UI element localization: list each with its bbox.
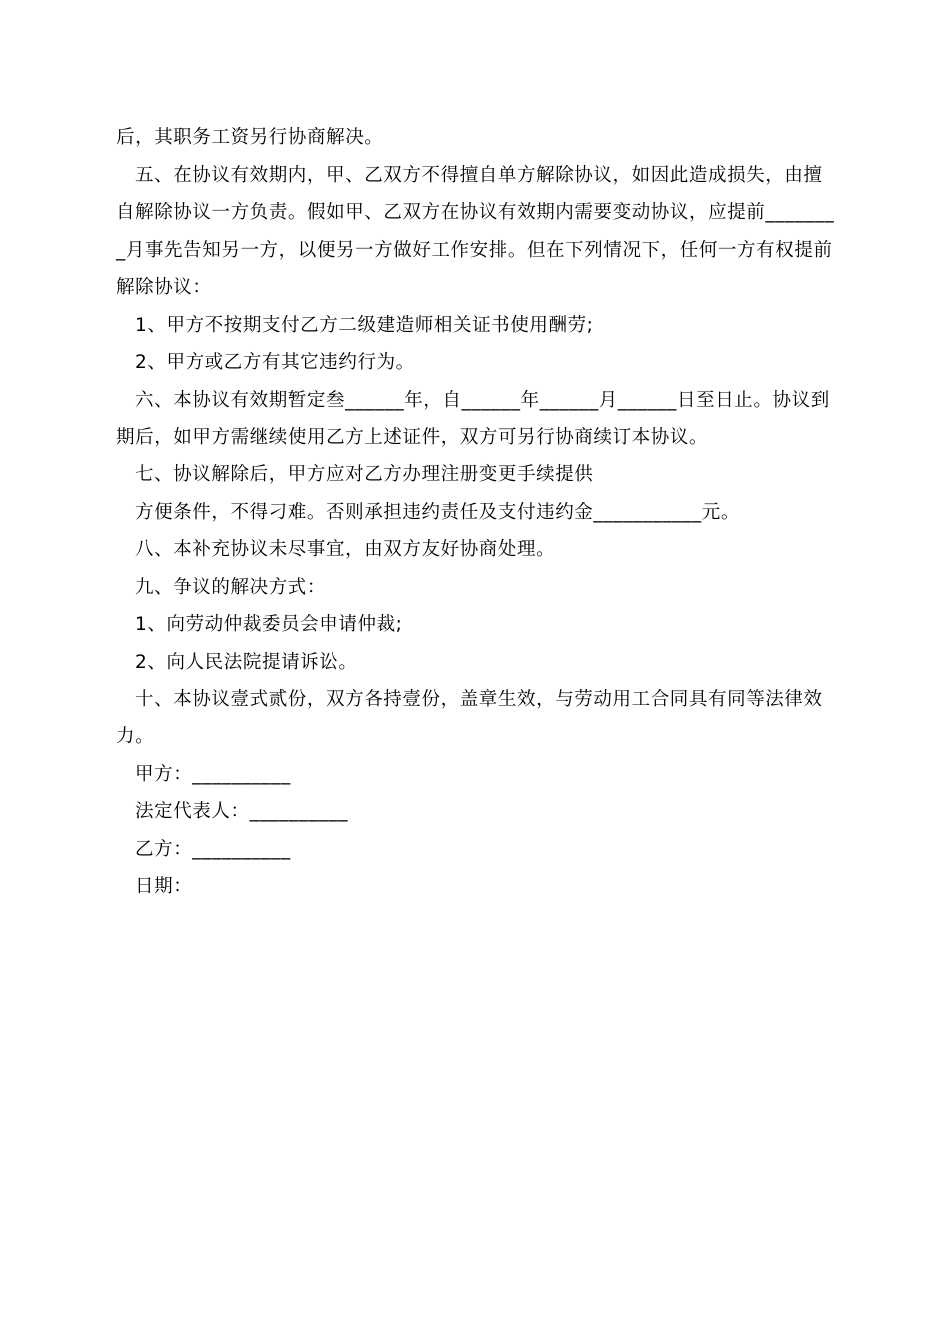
paragraph-line: 期后，如甲方需继续使用乙方上述证件，双方可另行协商续订本协议。: [116, 427, 709, 448]
paragraph-line: 方便条件，不得刁难。否则承担违约责任及支付违约金___________元。: [135, 502, 740, 523]
list-item: 2、向人民法院提请诉讼。: [135, 652, 358, 673]
date-line: 日期：: [135, 876, 193, 897]
paragraph-line: 自解除协议一方负责。假如甲、乙双方在协议有效期内需要变动协议，应提前_______: [116, 202, 835, 223]
clause-ten-line: 十、本协议壹式贰份，双方各持壹份，盖章生效，与劳动用工合同具有同等法律效: [135, 689, 823, 710]
party-b-signature-line: 乙方：__________: [135, 839, 291, 860]
list-item: 2、甲方或乙方有其它违约行为。: [135, 352, 415, 373]
list-item: 1、甲方不按期支付乙方二级建造师相关证书使用酬劳;: [135, 315, 594, 336]
party-a-signature-line: 甲方：__________: [135, 764, 291, 785]
clause-nine-line: 九、争议的解决方式：: [135, 577, 327, 598]
paragraph-line: 解除协议：: [116, 277, 212, 298]
clause-five-line: 五、在协议有效期内，甲、乙双方不得擅自单方解除协议，如因此造成损失，由擅: [135, 165, 823, 186]
paragraph-line: 后，其职务工资另行协商解决。: [116, 127, 384, 148]
legal-representative-line: 法定代表人：__________: [135, 801, 349, 822]
list-item: 1、向劳动仲裁委员会申请仲裁;: [135, 614, 403, 635]
clause-seven-line: 七、协议解除后，甲方应对乙方办理注册变更手续提供: [135, 464, 594, 485]
clause-eight-line: 八、本补充协议未尽事宜，由双方友好协商处理。: [135, 539, 556, 560]
paragraph-line: _月事先告知另一方，以便另一方做好工作安排。但在下列情况下，任何一方有权提前: [116, 240, 833, 261]
clause-six-line: 六、本协议有效期暂定叁______年，自______年______月______日至日止。协议到: [135, 390, 830, 411]
paragraph-line: 力。: [116, 726, 155, 747]
